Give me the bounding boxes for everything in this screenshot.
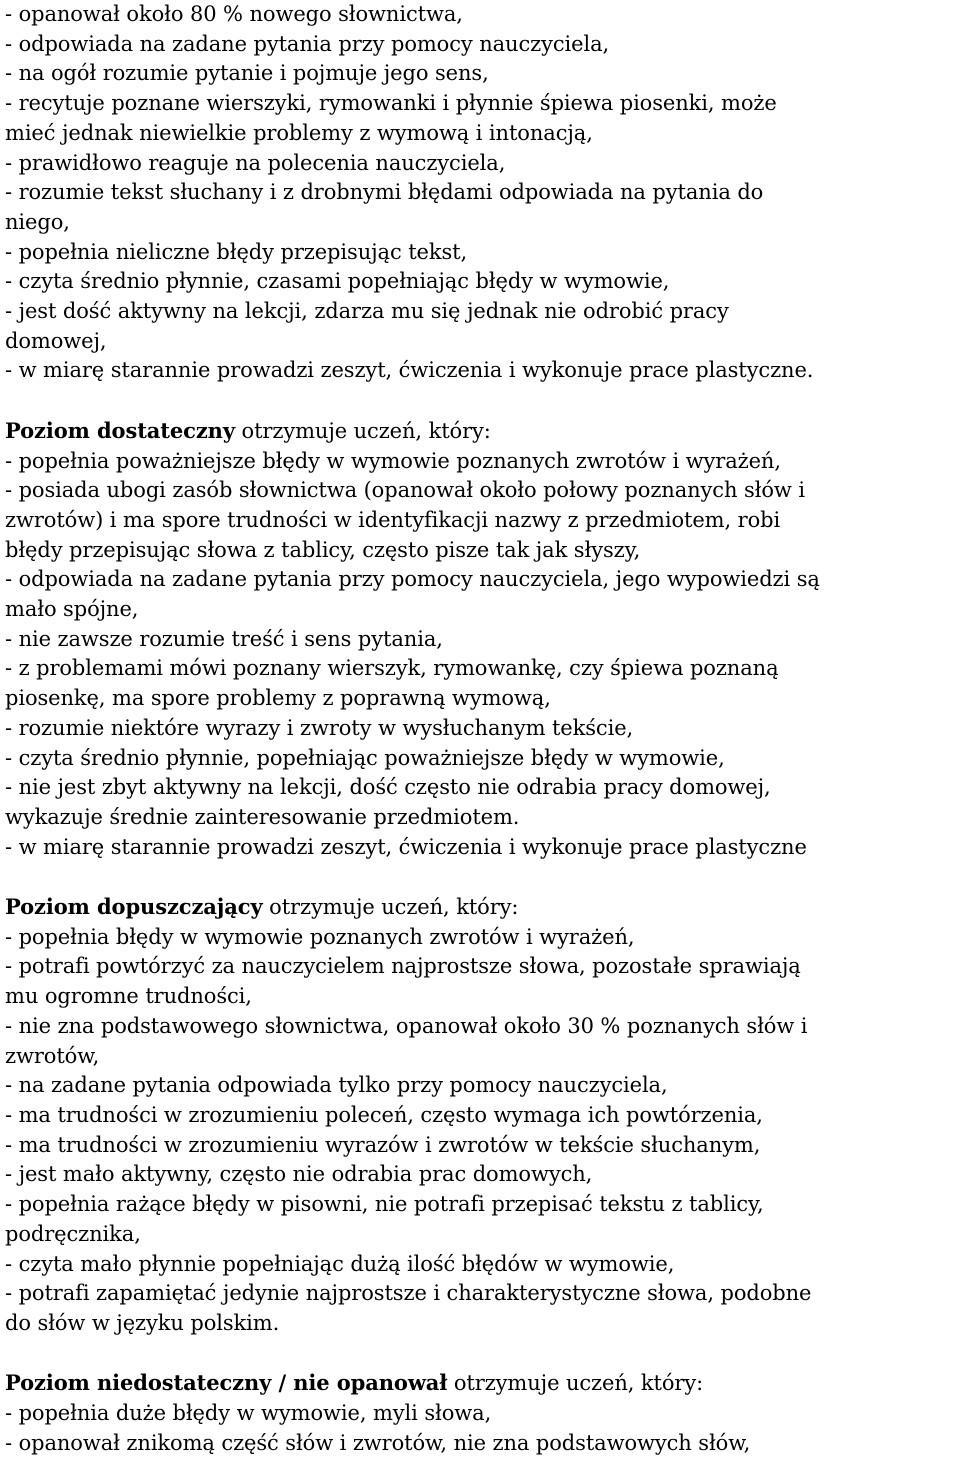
section-previous-level-criteria xyxy=(5,0,960,386)
heading-level-name: Poziom niedostateczny / nie opanował xyxy=(5,1370,448,1396)
criteria-line: - z problemami mówi poznany wierszyk, rymowankę, czy śpiewa poznaną xyxy=(5,656,779,681)
criteria-line: domowej, xyxy=(5,328,107,353)
criteria-line: mało spójne, xyxy=(5,597,139,622)
criteria-line: zwrotów, xyxy=(5,1043,100,1068)
criteria-line: niego, xyxy=(5,209,70,234)
criteria-line: - ma trudności w zrozumieniu poleceń, często wymaga ich powtórzenia, xyxy=(5,1102,763,1127)
criteria-line: podręcznika, xyxy=(5,1221,141,1246)
paragraph-gap xyxy=(5,1339,960,1369)
criteria-line: - rozumie niektóre wyrazy i zwroty w wysłuchanym tekście, xyxy=(5,715,634,740)
paragraph-gap xyxy=(5,862,960,892)
section-dostateczny xyxy=(5,416,960,863)
heading-suffix: otrzymuje uczeń, który: xyxy=(447,1371,704,1396)
criteria-line: - popełnia nieliczne błędy przepisując tekst, xyxy=(5,239,468,264)
criteria-line: - posiada ubogi zasób słownictwa (opanował około połowy poznanych słów i xyxy=(5,478,805,503)
criteria-line: - recytuje poznane wierszyki, rymowanki i płynnie śpiewa piosenki, może xyxy=(5,91,777,116)
criteria-line: - odpowiada na zadane pytania przy pomocy nauczyciela, jego wypowiedzi są xyxy=(5,567,820,592)
criteria-line: - odpowiada na zadane pytania przy pomocy nauczyciela, xyxy=(5,31,610,56)
criteria-line: zwrotów) i ma spore trudności w identyfikacji nazwy z przedmiotem, robi xyxy=(5,507,781,532)
section-heading xyxy=(5,1368,960,1399)
heading-level-name: Poziom dostateczny xyxy=(5,417,235,443)
heading-level-name: Poziom dopuszczający xyxy=(5,894,263,920)
section-heading xyxy=(5,892,960,923)
criteria-line: piosenkę, ma spore problemy z poprawną wymową, xyxy=(5,686,551,711)
criteria-line: - opanował około 80 % nowego słownictwa, xyxy=(5,2,463,26)
criteria-line: - prawidłowo reaguje na polecenia nauczyciela, xyxy=(5,150,506,175)
section-heading xyxy=(5,416,960,447)
criteria-line: wykazuje średnie zainteresowanie przedmiotem. xyxy=(5,804,520,829)
criteria-line: - popełnia rażące błędy w pisowni, nie potrafi przepisać tekstu z tablicy, xyxy=(5,1192,764,1217)
criteria-line: - jest dość aktywny na lekcji, zdarza mu się jednak nie odrobić pracy xyxy=(5,299,729,324)
criteria-line: - popełnia błędy w wymowie poznanych zwrotów i wyrażeń, xyxy=(5,924,635,949)
criteria-line: - potrafi zapamiętać jedynie najprostsze i charakterystyczne słowa, podobne xyxy=(5,1281,812,1306)
criteria-line: - opanował znikomą część słów i zwrotów, nie zna podstawowych słów, xyxy=(5,1430,751,1455)
criteria-line: - nie jest zbyt aktywny na lekcji, dość często nie odrabia pracy domowej, xyxy=(5,775,771,800)
criteria-line: - na ogół rozumie pytanie i pojmuje jego sens, xyxy=(5,61,489,86)
criteria-line: mu ogromne trudności, xyxy=(5,984,252,1009)
criteria-line: - popełnia poważniejsze błędy w wymowie poznanych zwrotów i wyrażeń, xyxy=(5,448,781,473)
criteria-line: - w miarę starannie prowadzi zeszyt, ćwiczenia i wykonuje prace plastyczne xyxy=(5,834,807,859)
criteria-line: - na zadane pytania odpowiada tylko przy pomocy nauczyciela, xyxy=(5,1073,668,1098)
heading-suffix: otrzymuje uczeń, który: xyxy=(234,418,491,443)
criteria-line: - jest mało aktywny, często nie odrabia prac domowych, xyxy=(5,1162,593,1187)
criteria-line: - popełnia duże błędy w wymowie, myli słowa, xyxy=(5,1401,492,1425)
criteria-line: - rozumie tekst słuchany i z drobnymi błędami odpowiada na pytania do xyxy=(5,180,764,205)
criteria-line: - czyta mało płynnie popełniając dużą ilość błędów w wymowie, xyxy=(5,1251,675,1276)
criteria-line: - potrafi powtórzyć za nauczycielem najprostsze słowa, pozostałe sprawiają xyxy=(5,954,801,979)
criteria-line: - nie zawsze rozumie treść i sens pytania, xyxy=(5,626,443,651)
criteria-line: błędy przepisując słowa z tablicy, często pisze tak jak słyszy, xyxy=(5,537,641,562)
heading-suffix: otrzymuje uczeń, który: xyxy=(262,895,519,920)
criteria-line: - czyta średnio płynnie, czasami popełniając błędy w wymowie, xyxy=(5,269,670,294)
criteria-line: mieć jednak niewielkie problemy z wymową i intonacją, xyxy=(5,120,593,145)
criteria-line: - ma trudności w zrozumieniu wyrazów i zwrotów w tekście słuchanym, xyxy=(5,1132,761,1157)
criteria-line: - nie zna podstawowego słownictwa, opanował około 30 % poznanych słów i xyxy=(5,1013,808,1038)
section-niedostateczny xyxy=(5,1368,960,1458)
section-dopuszczajacy xyxy=(5,892,960,1339)
criteria-line: - czyta średnio płynnie, popełniając poważniejsze błędy w wymowie, xyxy=(5,745,725,770)
criteria-line: - w miarę starannie prowadzi zeszyt, ćwiczenia i wykonuje prace plastyczne. xyxy=(5,358,814,383)
paragraph-gap xyxy=(5,386,960,416)
criteria-line: do słów w języku polskim. xyxy=(5,1310,280,1335)
